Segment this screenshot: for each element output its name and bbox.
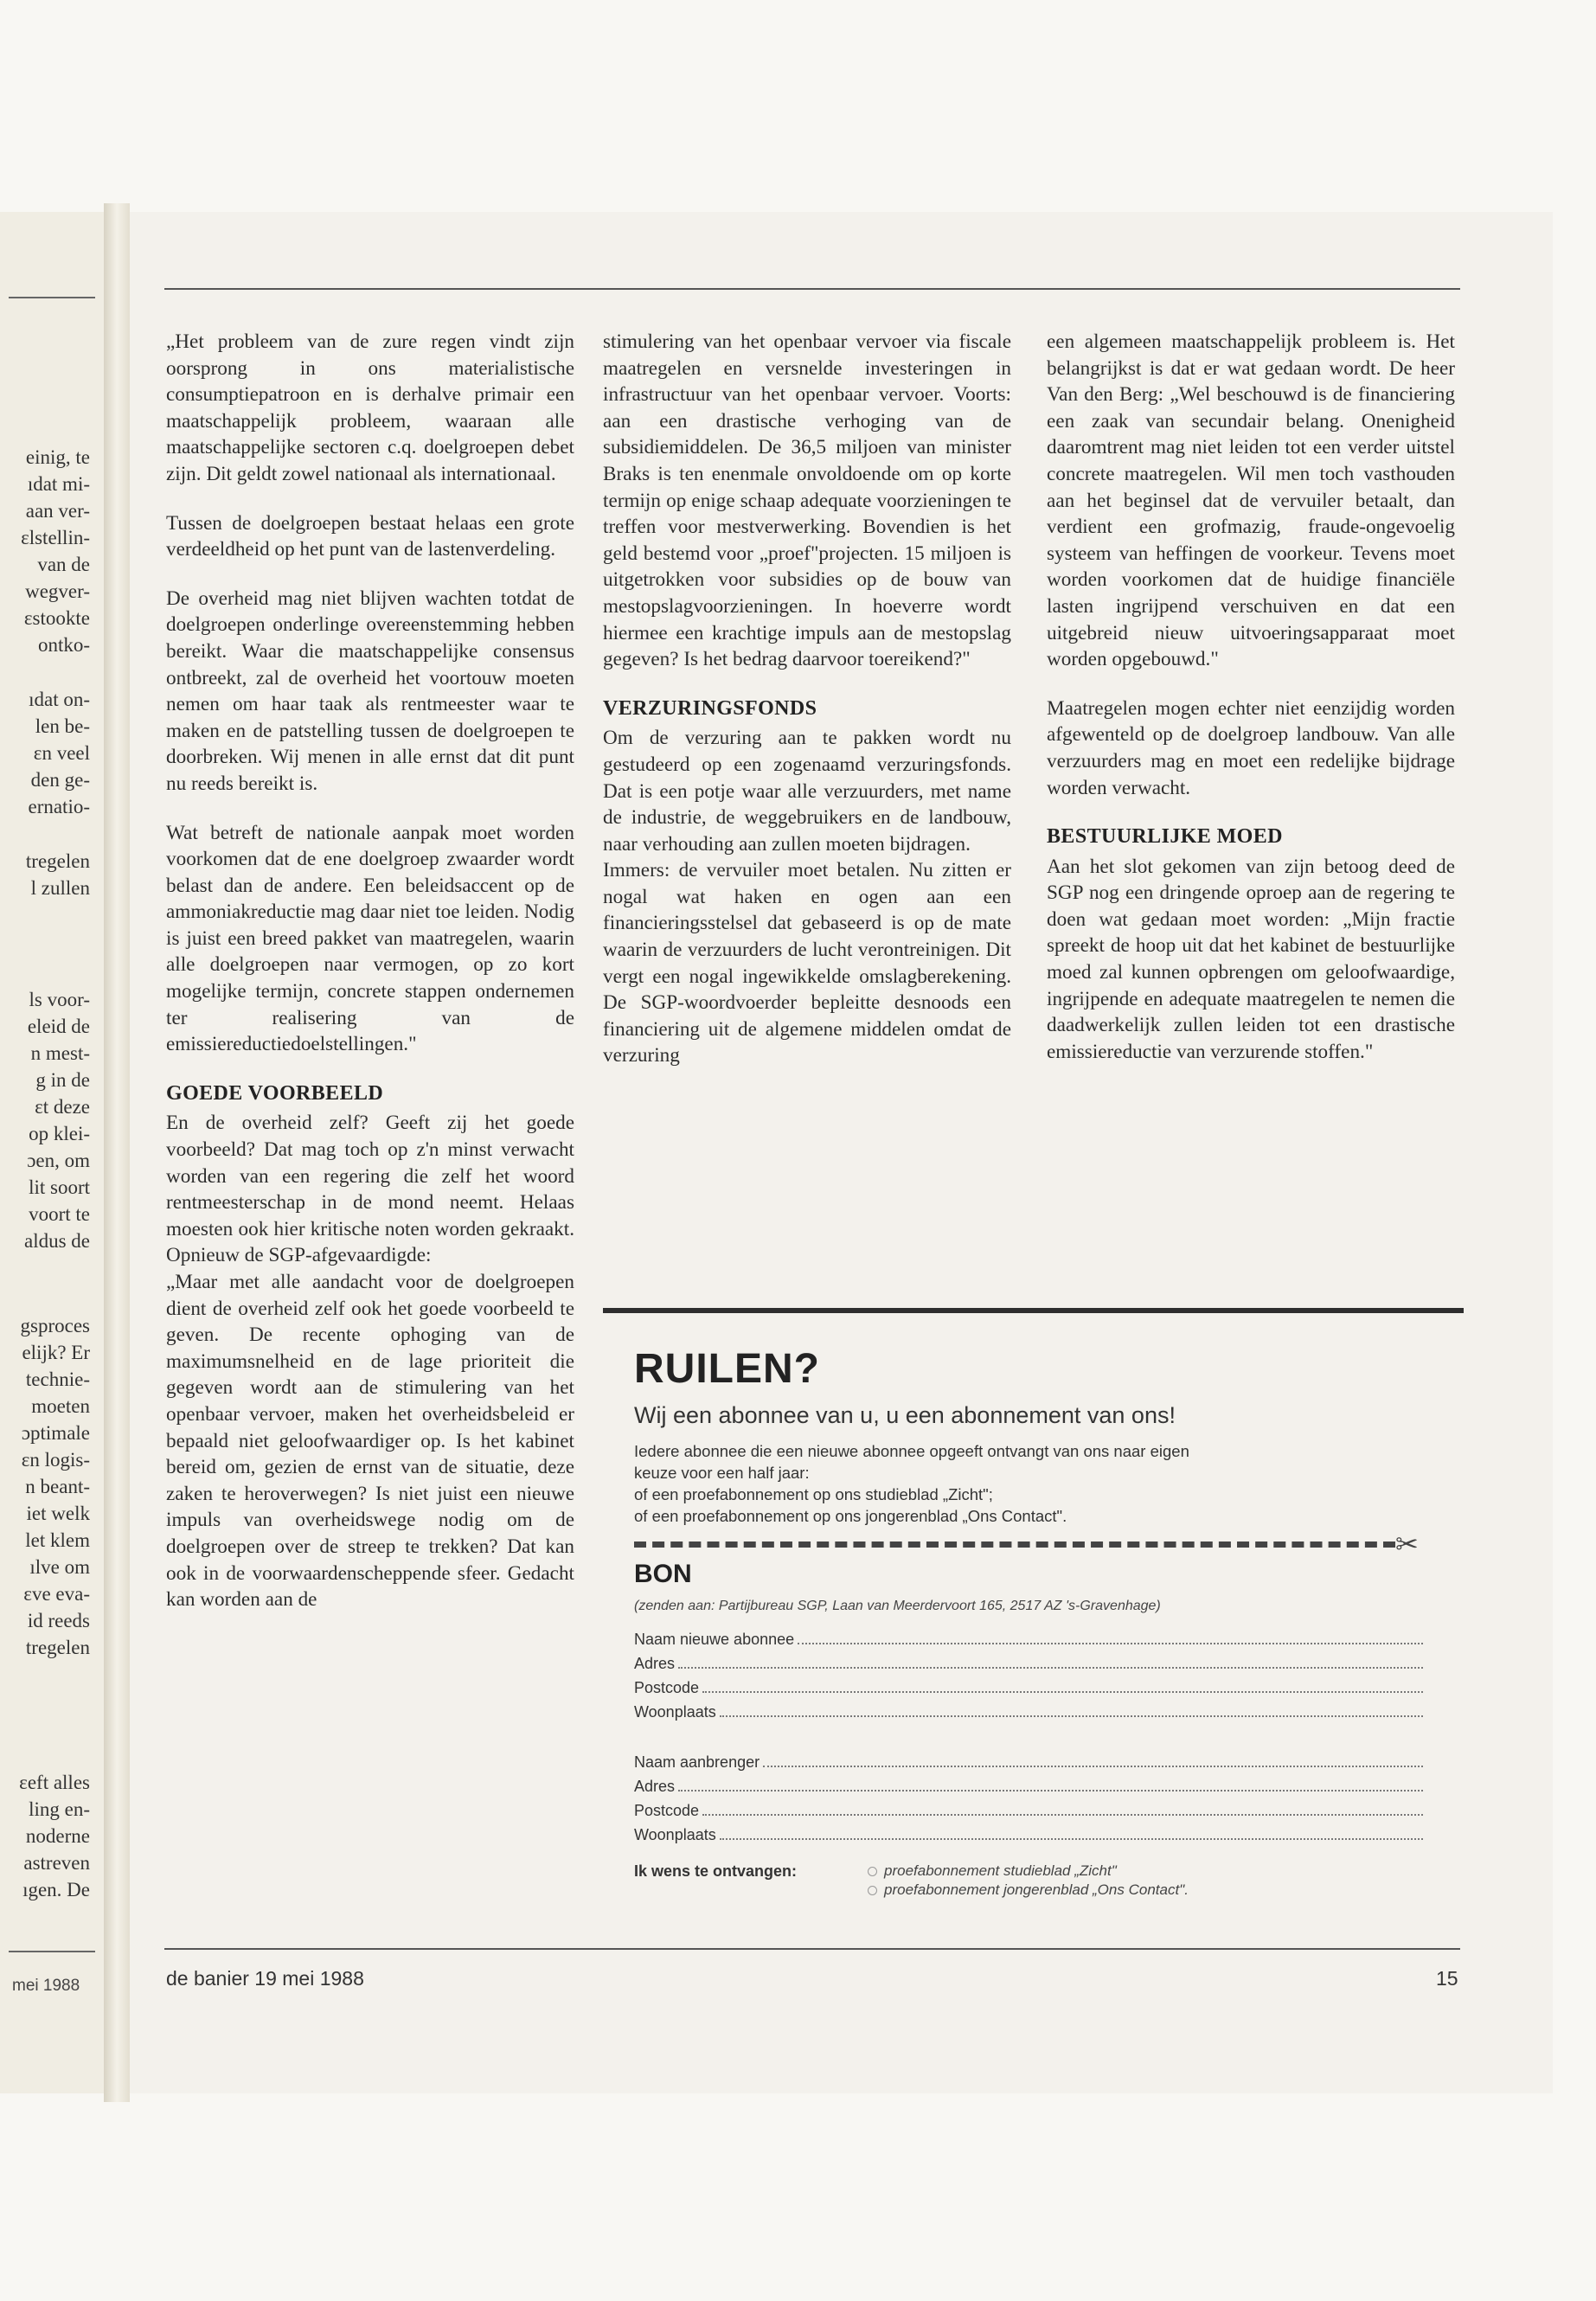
fragment: l zullen [30,877,90,899]
field-label: Postcode [634,1679,700,1696]
paragraph: Wat betreft de nationale aanpak moet worden voorkomen dat de ene doelgroep zwaarder wordt belast dan de andere. Een beleidsaccent op de ammoniakreductie mag daar niet toe leiden. Nodig is juist een breed pakket van maatregelen, waarin alle doelgroepen naar vermogen, op zo kort mogelijke termijn, concrete stappen ondernemen ter realisering van de emissiereductiedoelstellingen." [166,821,574,1056]
fragment: astreven [23,1852,90,1874]
paragraph: stimulering van het openbaar vervoer via fiscale maatregelen en versnelde investeringen in infrastructuur van het openbaar vervoer. Voorts: aan een drastische verhoging van de subsidiemiddelen. De 36,5 miljoen van minister Braks is ten enenmale onvoldoende om op korte termijn op enige schaap adequate voorzieningen te treffen voor mestverwerking. Bovendien is het geld bestemd voor „proef"projecten. 15 miljoen is uitgetrokken voor subsidies op de bouw van mestopslagvoorzieningen. In hoeverre wordt hiermee een krachtige impuls aan de mestopslag gegeven? Is het bedrag daarvoor toereikend?" [603,330,1011,671]
advert-top-rule [603,1308,1464,1313]
referrer-name-field[interactable] [634,1747,1423,1772]
field-label: Naam aanbrenger [634,1753,760,1771]
fragment: ılve om [29,1556,90,1578]
fragment: ɛve eva- [23,1583,90,1605]
advert-line: keuze voor een half jaar: [634,1464,810,1482]
column-3 [1047,329,1455,1065]
paragraph: Immers: de vervuiler moet betalen. Nu zitten er nogal wat haken en ogen aan een financieringsstelsel dat gebaseerd is op de mate waarin de verzuurders de lucht verontreinigen. Dit vergt een nogal ingewikkelde omslagberekening. De SGP-woordvoerder bepleitte desnoods een financiering uit de algemene middelen omdat de verzuring [603,859,1011,1067]
fragment: ontko- [37,634,90,656]
advert-line: Iedere abonnee die een nieuwe abonnee opgeeft ontvangt van ons naar eigen [634,1442,1189,1460]
radio-icon [868,1867,877,1876]
fragment: ling en- [29,1798,90,1820]
advert-line: of een proefabonnement op ons jongerenblad „Ons Contact". [634,1507,1067,1525]
fragment: noderne [25,1825,90,1847]
paragraph: Aan het slot gekomen van zijn betoog deed de SGP nog een dringende oproep aan de regering te doen wat gedaan moet worden: „Mijn fractie spreekt de hoop uit dat het kabinet de bestuurlijke moed zal kunnen opbrengen om geloofwaardige, ingrijpende en adequate maatregelen te nemen die daadwerkelijk zullen leiden tot een drastische emissiereductie van verzurende stoffen." [1047,855,1455,1063]
left-page-bottom-rule [9,1951,95,1952]
fragment: moeten [31,1395,90,1417]
left-page-fragments-c [0,848,90,901]
left-page-edge [0,212,112,2093]
left-page-fragments-b [0,686,90,820]
footer-rule [164,1948,1460,1950]
left-page-fragments-d [0,986,90,1254]
fragment: ıdat mi- [27,473,90,495]
section-heading: BESTUURLIJKE MOED [1047,825,1283,849]
paragraph: En de overheid zelf? Geeft zij het goede voorbeeld? Dat mag toch op z'n minst verwacht worden van een regering die zelf het woord rentmeesterschap in de mond neemt. Helaas moesten ook hier kritische noten worden gekraakt. Opnieuw de SGP-afgevaardigde: [166,1112,574,1267]
paragraph: „Maar met alle aandacht voor de doelgroepen dient de overheid zelf ook het goede voorbeeld te geven. De recente ophoging van de maximumsnelheid en de lage prioriteit die gegeven wordt aan de stimulering van het openbaar vervoer, maken het overheidsbeleid er bepaald niet geloofwaardiger op. Is het kabinet bereid om, gezien de ernst van de situatie, deze zaken te heroverwegen? Is niet juist een nieuwe impuls van overheidswege nodig om de doelgroepen over de streep te trekken? Dat kan ook in de voorwaardenscheppende sfeer. Gedacht kan worden aan de [166,1271,574,1612]
dotted-line [720,1715,1423,1717]
fragment: elijk? Er [22,1342,90,1363]
top-rule [164,288,1460,290]
new-subscriber-address-field[interactable] [634,1649,1423,1673]
fragment: ıdat on- [29,689,90,710]
advert-subtitle: Wij een abonnee van u, u een abonnement van ons! [634,1402,1176,1428]
fragment: let klem [25,1529,90,1551]
option-zicht[interactable] [868,1862,1117,1880]
new-subscriber-name-field[interactable] [634,1625,1423,1649]
option-ons-contact[interactable] [868,1881,1189,1899]
fragment: ɔptimale [21,1422,90,1444]
footer-publication: de banier 19 mei 1988 [166,1967,364,1990]
fragment: iet welk [26,1503,90,1524]
section-heading: VERZURINGSFONDS [603,696,817,720]
fragment: n mest- [30,1042,90,1064]
fragment: lit soort [29,1176,90,1198]
dotted-line [702,1691,1423,1693]
dotted-line [798,1643,1423,1644]
fragment: n beant- [25,1476,90,1497]
fragment: technie- [25,1368,90,1390]
fragment: tregelen [25,1637,90,1658]
page-number: 15 [1436,1967,1458,1990]
paragraph: Tussen de doelgroepen bestaat helaas een grote verdeeldheid op het punt van de lastenverdeling. [166,511,574,561]
paragraph: „Het probleem van de zure regen vindt zijn oorsprong in ons materialistische consumptiepatroon en is derhalve primair een maatschappelijk probleem, waaraan alle maatschappelijke sectoren c.q. doelgroepen debet zijn. Dit geldt zowel nationaal als internationaal. [166,330,574,485]
fragment: den ge- [30,769,90,791]
referrer-city-field[interactable] [634,1820,1423,1844]
fragment: ɛn veel [33,742,90,764]
fragment: g in de [35,1069,90,1091]
fragment: tregelen [25,850,90,872]
fragment: ɔen, om [27,1150,90,1171]
fragment: eleid de [27,1016,90,1037]
radio-icon [868,1886,877,1895]
dotted-line [720,1838,1423,1840]
advert-title: RUILEN? [634,1346,820,1392]
column-2 [603,329,1011,1069]
fragment: wegver- [25,580,90,602]
field-label: Postcode [634,1802,700,1819]
left-page-rule [9,297,95,298]
field-label: Adres [634,1778,676,1795]
fragment: len be- [35,715,90,737]
coupon-address: (zenden aan: Partijbureau SGP, Laan van Meerdervoort 165, 2517 AZ 's-Gravenhage) [634,1599,1161,1613]
paragraph: een algemeen maatschappelijk probleem is. Het belangrijkst is dat er wat gedaan wordt. De heer Van den Berg: „Wel beschouwd is de financiering een zaak van secundair belang. Onenigheid daaromtrent mag niet leiden tot een verder uitstel concrete maatregelen. Wil men toch vasthouden aan het beginsel dat de vervuiler betaalt, dan verdient een grofmazig, fraude-ongevoelig systeem van heffingen de voorkeur. Tevens moet worden voorkomen dat de huidige financiële lasten ingrijpend verschuiven en dat een uitgebreid nieuw uitvoeringsapparaat moet worden opgebouwd." [1047,330,1455,671]
left-page-date: mei 1988 [12,1977,80,1995]
fragment: van de [37,554,90,575]
fragment: ɛn logis- [21,1449,90,1471]
paragraph: Om de verzuring aan te pakken wordt nu gestudeerd op een zogenaamd verzuringsfonds. Dat is een potje waar alle verzuurders, met name de industrie, de weggebruikers en de landbouw, naar verhouding aan zullen moeten bijdragen. [603,727,1011,856]
new-subscriber-postcode-field[interactable] [634,1673,1423,1697]
paragraph: De overheid mag niet blijven wachten totdat de doelgroepen onderlinge overeenstemming hebben bereikt. Waar die maatschappelijke consensus ontbreekt, zal de overheid het voortouw moeten nemen om haar taak als rentmeester waar te maken en de patstelling tussen de doelgroepen te doorbreken. Wij menen in alle ernst dat dit punt nu reeds bereikt is. [166,586,574,795]
cut-line [634,1541,1395,1548]
field-label: Woonplaats [634,1703,716,1721]
fragment: op klei- [29,1123,90,1144]
paragraph: Maatregelen mogen echter niet eenzijdig worden afgewenteld op de doelgroep landbouw. Van alle verzuurders mag en moet een redelijke bijdrage worden verwacht. [1047,696,1455,799]
dotted-line [678,1790,1423,1791]
subscription-advert [603,1336,1464,1920]
dotted-line [702,1814,1423,1816]
left-page-fragments-e [0,1312,90,1661]
referrer-postcode-field[interactable] [634,1796,1423,1820]
section-heading: GOEDE VOORBEELD [166,1081,384,1105]
fragment: gsproces [20,1315,90,1336]
scissors-icon: ✂ [1395,1529,1419,1560]
left-page-fragments-a [0,444,90,658]
option-label: proefabonnement studieblad „Zicht" [884,1862,1117,1879]
dotted-line [678,1667,1423,1669]
field-label: Naam nieuwe abonnee [634,1631,795,1648]
referrer-address-field[interactable] [634,1772,1423,1796]
fragment: ıgen. De [22,1879,90,1900]
fragment: ɛlstellin- [21,527,90,548]
coupon-title: BON [634,1560,692,1588]
fragment: ls voor- [29,989,90,1010]
option-label: proefabonnement jongerenblad „Ons Contact". [884,1881,1189,1898]
field-gap [634,1721,1423,1747]
fragment: ernatio- [28,796,90,817]
fragment: ɛeft alles [19,1772,90,1793]
new-subscriber-city-field[interactable] [634,1697,1423,1721]
field-label: Adres [634,1655,676,1672]
field-label: Woonplaats [634,1826,716,1843]
fragment: aan ver- [25,500,90,522]
advert-line: of een proefabonnement op ons studieblad „Zicht"; [634,1485,993,1503]
fragment: id reeds [27,1610,90,1631]
coupon-fields [634,1625,1423,1844]
left-page-fragments-f [0,1769,90,1903]
advert-body [634,1440,1439,1527]
fragment: ɛt deze [35,1096,90,1118]
fragment: voort te [29,1203,90,1225]
column-1 [166,329,574,1613]
choice-label: Ik wens te ontvangen: [634,1862,798,1880]
fragment: einig, te [25,446,90,468]
dotted-line [763,1766,1423,1767]
fragment: aldus de [23,1230,90,1252]
book-spine [104,203,130,2102]
fragment: ɛstookte [23,607,90,629]
